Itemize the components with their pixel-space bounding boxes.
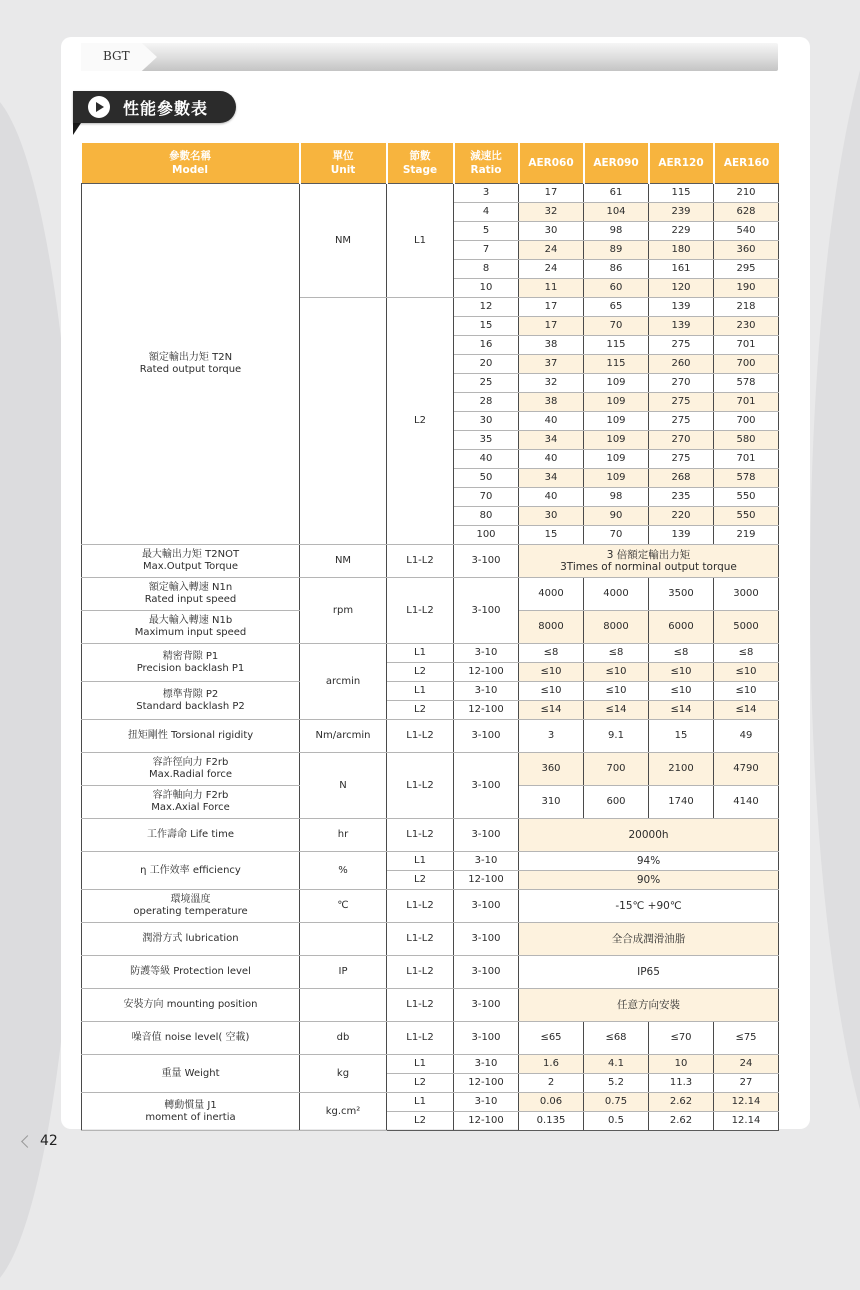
stage-cell: L1: [387, 1055, 454, 1074]
table-row: [82, 1022, 779, 1055]
param-weight: 重量 Weight: [82, 1055, 300, 1093]
unit-cell: IP: [300, 956, 387, 989]
ratio-cell: 3-10: [454, 1055, 519, 1074]
stage-cell: L1-L2: [387, 545, 454, 578]
merged-value-cell: 任意方向安裝: [519, 989, 779, 1022]
value-cell: ≤14: [649, 701, 714, 720]
stage-cell: L2: [387, 1112, 454, 1131]
value-cell: 190: [714, 279, 779, 298]
stage-cell: L1-L2: [387, 578, 454, 644]
value-cell: 38: [519, 336, 584, 355]
table-row: [82, 890, 779, 923]
value-cell: 275: [649, 412, 714, 431]
value-cell: 24: [714, 1055, 779, 1074]
page-number: 42: [40, 1133, 58, 1149]
param-axial-force: 容許軸向力 F2rb Max.Axial Force: [82, 786, 300, 819]
value-cell: 2.62: [649, 1093, 714, 1112]
table-row: [82, 545, 779, 578]
ratio-cell: 8: [454, 260, 519, 279]
param-lubrication: 潤滑方式 lubrication: [82, 923, 300, 956]
value-cell: 220: [649, 507, 714, 526]
value-cell: 2.62: [649, 1112, 714, 1131]
value-cell: 27: [714, 1074, 779, 1093]
ratio-cell: 3-10: [454, 852, 519, 871]
ratio-cell: 70: [454, 488, 519, 507]
ratio-cell: 3-100: [454, 819, 519, 852]
unit-cell: kg.cm²: [300, 1093, 387, 1131]
value-cell: 70: [584, 317, 649, 336]
value-cell: 701: [714, 393, 779, 412]
value-cell: 38: [519, 393, 584, 412]
param-efficiency: η 工作效率 efficiency: [82, 852, 300, 890]
ratio-cell: 35: [454, 431, 519, 450]
value-cell: 540: [714, 222, 779, 241]
value-cell: 15: [649, 720, 714, 753]
value-cell: 65: [584, 298, 649, 317]
value-cell: 109: [584, 412, 649, 431]
header-model-aer160: AER160: [714, 143, 779, 184]
value-cell: ≤14: [519, 701, 584, 720]
value-cell: 0.135: [519, 1112, 584, 1131]
unit-cell: [300, 923, 387, 956]
value-cell: 260: [649, 355, 714, 374]
catalog-page: [61, 37, 810, 1129]
value-cell: ≤65: [519, 1022, 584, 1055]
value-cell: 360: [519, 753, 584, 786]
table-row: [82, 644, 779, 663]
value-cell: 268: [649, 469, 714, 488]
ratio-cell: 12-100: [454, 871, 519, 890]
ratio-cell: 80: [454, 507, 519, 526]
ratio-cell: 3-100: [454, 578, 519, 644]
stage-cell: L1-L2: [387, 890, 454, 923]
value-cell: ≤10: [519, 663, 584, 682]
ratio-cell: 4: [454, 203, 519, 222]
value-cell: 12.14: [714, 1093, 779, 1112]
value-cell: ≤75: [714, 1022, 779, 1055]
ratio-cell: 5: [454, 222, 519, 241]
stage-cell: L1-L2: [387, 753, 454, 819]
value-cell: ≤8: [519, 644, 584, 663]
value-cell: 115: [584, 336, 649, 355]
value-cell: 229: [649, 222, 714, 241]
param-radial-force: 容許徑向力 F2rb Max.Radial force: [82, 753, 300, 786]
value-cell: 5.2: [584, 1074, 649, 1093]
value-cell: 32: [519, 374, 584, 393]
ratio-cell: 3-100: [454, 1022, 519, 1055]
value-cell: 270: [649, 374, 714, 393]
stage-cell: L1: [387, 184, 454, 298]
value-cell: 3: [519, 720, 584, 753]
value-cell: 550: [714, 507, 779, 526]
value-cell: 161: [649, 260, 714, 279]
value-cell: 700: [714, 412, 779, 431]
ratio-cell: 3: [454, 184, 519, 203]
stage-cell: L1-L2: [387, 1022, 454, 1055]
table-row: [82, 682, 779, 701]
value-cell: ≤68: [584, 1022, 649, 1055]
ratio-cell: 12-100: [454, 1074, 519, 1093]
value-cell: 139: [649, 298, 714, 317]
param-operating-temperature: 環境溫度 operating temperature: [82, 890, 300, 923]
value-cell: 1.6: [519, 1055, 584, 1074]
value-cell: ≤14: [584, 701, 649, 720]
table-header-row: [82, 143, 779, 184]
value-cell: 700: [584, 753, 649, 786]
ratio-cell: 12-100: [454, 663, 519, 682]
value-cell: 49: [714, 720, 779, 753]
value-cell: 2100: [649, 753, 714, 786]
param-noise-level: 噪音值 noise level( 空載): [82, 1022, 300, 1055]
value-cell: ≤8: [714, 644, 779, 663]
unit-cell: NM: [300, 545, 387, 578]
stage-cell: L1-L2: [387, 956, 454, 989]
value-cell: 0.06: [519, 1093, 584, 1112]
table-row: [82, 819, 779, 852]
merged-value-cell: 3 倍額定輸出力矩 3Times of norminal output torque: [519, 545, 779, 578]
table-row: [82, 852, 779, 871]
ratio-cell: 3-10: [454, 682, 519, 701]
param-torsional-rigidity: 扭矩剛性 Torsional rigidity: [82, 720, 300, 753]
value-cell: 98: [584, 222, 649, 241]
value-cell: 4000: [519, 578, 584, 611]
value-cell: 104: [584, 203, 649, 222]
merged-value-cell: 20000h: [519, 819, 779, 852]
ratio-cell: 50: [454, 469, 519, 488]
value-cell: 70: [584, 526, 649, 545]
value-cell: 310: [519, 786, 584, 819]
value-cell: 40: [519, 412, 584, 431]
value-cell: 0.5: [584, 1112, 649, 1131]
value-cell: ≤10: [649, 682, 714, 701]
merged-value-cell: -15℃ +90℃: [519, 890, 779, 923]
value-cell: 275: [649, 393, 714, 412]
value-cell: 115: [649, 184, 714, 203]
value-cell: 30: [519, 507, 584, 526]
value-cell: 10: [649, 1055, 714, 1074]
header-bar: [81, 43, 778, 71]
value-cell: 98: [584, 488, 649, 507]
value-cell: ≤10: [649, 663, 714, 682]
merged-value-cell: 90%: [519, 871, 779, 890]
value-cell: 11.3: [649, 1074, 714, 1093]
unit-cell-empty: [300, 298, 387, 545]
value-cell: 17: [519, 298, 584, 317]
value-cell: 360: [714, 241, 779, 260]
unit-cell: [300, 989, 387, 1022]
value-cell: 12.14: [714, 1112, 779, 1131]
param-rated-output-torque: 額定輸出力矩 T2N Rated output torque: [82, 184, 300, 545]
value-cell: ≤70: [649, 1022, 714, 1055]
header-label: BGT: [103, 49, 130, 63]
value-cell: 4140: [714, 786, 779, 819]
param-backlash-p1: 精密背隙 P1 Precision backlash P1: [82, 644, 300, 682]
value-cell: 600: [584, 786, 649, 819]
stage-cell: L1-L2: [387, 923, 454, 956]
table-row: [82, 1055, 779, 1074]
value-cell: 3500: [649, 578, 714, 611]
value-cell: 109: [584, 393, 649, 412]
value-cell: 11: [519, 279, 584, 298]
value-cell: 275: [649, 450, 714, 469]
unit-cell: db: [300, 1022, 387, 1055]
param-protection-level: 防護等級 Protection level: [82, 956, 300, 989]
ratio-cell: 12: [454, 298, 519, 317]
value-cell: 15: [519, 526, 584, 545]
stage-cell: L1: [387, 852, 454, 871]
value-cell: 180: [649, 241, 714, 260]
value-cell: 578: [714, 469, 779, 488]
value-cell: 275: [649, 336, 714, 355]
value-cell: 4.1: [584, 1055, 649, 1074]
value-cell: 17: [519, 184, 584, 203]
value-cell: 115: [584, 355, 649, 374]
ratio-cell: 3-100: [454, 753, 519, 819]
value-cell: 139: [649, 317, 714, 336]
unit-cell: N: [300, 753, 387, 819]
value-cell: 700: [714, 355, 779, 374]
stage-cell: L1-L2: [387, 989, 454, 1022]
value-cell: 30: [519, 222, 584, 241]
param-life-time: 工作壽命 Life time: [82, 819, 300, 852]
value-cell: 109: [584, 469, 649, 488]
value-cell: ≤10: [584, 663, 649, 682]
value-cell: 86: [584, 260, 649, 279]
stage-cell: L1: [387, 1093, 454, 1112]
value-cell: ≤8: [584, 644, 649, 663]
value-cell: 3000: [714, 578, 779, 611]
value-cell: 2: [519, 1074, 584, 1093]
spec-table-body: [82, 184, 779, 1131]
stage-cell: L1-L2: [387, 819, 454, 852]
value-cell: 109: [584, 431, 649, 450]
unit-cell: Nm/arcmin: [300, 720, 387, 753]
value-cell: 580: [714, 431, 779, 450]
value-cell: 40: [519, 488, 584, 507]
value-cell: 24: [519, 260, 584, 279]
value-cell: 239: [649, 203, 714, 222]
param-max-input-speed: 最大輸入轉速 N1b Maximum input speed: [82, 611, 300, 644]
ratio-cell: 25: [454, 374, 519, 393]
value-cell: 1740: [649, 786, 714, 819]
value-cell: 17: [519, 317, 584, 336]
value-cell: 578: [714, 374, 779, 393]
table-row: [82, 989, 779, 1022]
ratio-cell: 3-10: [454, 644, 519, 663]
header-stage: 節數 Stage: [387, 143, 454, 184]
stage-cell: L2: [387, 663, 454, 682]
value-cell: 90: [584, 507, 649, 526]
ratio-cell: 16: [454, 336, 519, 355]
play-icon: [88, 96, 110, 118]
ratio-cell: 3-100: [454, 720, 519, 753]
stage-cell: L2: [387, 701, 454, 720]
value-cell: 701: [714, 336, 779, 355]
value-cell: 89: [584, 241, 649, 260]
stage-cell: L1-L2: [387, 720, 454, 753]
section-heading: [73, 91, 236, 123]
ratio-cell: 28: [454, 393, 519, 412]
header-model-aer120: AER120: [649, 143, 714, 184]
value-cell: 5000: [714, 611, 779, 644]
value-cell: 8000: [519, 611, 584, 644]
value-cell: ≤14: [714, 701, 779, 720]
ratio-cell: 100: [454, 526, 519, 545]
ratio-cell: 3-10: [454, 1093, 519, 1112]
spec-table: [81, 143, 779, 1131]
value-cell: 0.75: [584, 1093, 649, 1112]
value-cell: 109: [584, 374, 649, 393]
table-row: [82, 578, 779, 611]
ratio-cell: 10: [454, 279, 519, 298]
ratio-cell: 12-100: [454, 701, 519, 720]
value-cell: 210: [714, 184, 779, 203]
table-row: [82, 923, 779, 956]
value-cell: 24: [519, 241, 584, 260]
value-cell: ≤10: [584, 682, 649, 701]
value-cell: 4790: [714, 753, 779, 786]
ratio-cell: 3-100: [454, 545, 519, 578]
ratio-cell: 20: [454, 355, 519, 374]
ratio-cell: 40: [454, 450, 519, 469]
value-cell: 139: [649, 526, 714, 545]
param-backlash-p2: 標準背隙 P2 Standard backlash P2: [82, 682, 300, 720]
value-cell: 8000: [584, 611, 649, 644]
merged-value-cell: 94%: [519, 852, 779, 871]
section-pill-tail: [73, 123, 81, 135]
ratio-cell: 3-100: [454, 989, 519, 1022]
stage-cell: L2: [387, 871, 454, 890]
ratio-cell: 30: [454, 412, 519, 431]
unit-cell: kg: [300, 1055, 387, 1093]
merged-value-cell: 全合成潤滑油脂: [519, 923, 779, 956]
ratio-cell: 12-100: [454, 1112, 519, 1131]
unit-cell: rpm: [300, 578, 387, 644]
value-cell: 230: [714, 317, 779, 336]
value-cell: 37: [519, 355, 584, 374]
unit-cell: NM: [300, 184, 387, 298]
merged-value-cell: IP65: [519, 956, 779, 989]
ratio-cell: 3-100: [454, 923, 519, 956]
value-cell: 34: [519, 431, 584, 450]
value-cell: 628: [714, 203, 779, 222]
param-max-output-torque: 最大輸出力矩 T2NOT Max.Output Torque: [82, 545, 300, 578]
value-cell: 701: [714, 450, 779, 469]
unit-cell: %: [300, 852, 387, 890]
background-curve-right: [810, 0, 860, 1220]
param-mounting-position: 安裝方向 mounting position: [82, 989, 300, 1022]
value-cell: 218: [714, 298, 779, 317]
value-cell: 109: [584, 450, 649, 469]
value-cell: 295: [714, 260, 779, 279]
header-unit: 單位 Unit: [300, 143, 387, 184]
header-ratio: 減速比 Ratio: [454, 143, 519, 184]
ratio-cell: 3-100: [454, 890, 519, 923]
table-row: [82, 720, 779, 753]
value-cell: ≤10: [714, 682, 779, 701]
value-cell: ≤10: [714, 663, 779, 682]
stage-cell: L1: [387, 682, 454, 701]
table-row: [82, 753, 779, 786]
table-row: [82, 184, 779, 203]
header-model-aer060: AER060: [519, 143, 584, 184]
value-cell: 4000: [584, 578, 649, 611]
section-title: 性能參數表: [123, 99, 209, 118]
value-cell: 60: [584, 279, 649, 298]
value-cell: 61: [584, 184, 649, 203]
value-cell: 219: [714, 526, 779, 545]
unit-cell: ℃: [300, 890, 387, 923]
stage-cell: L1: [387, 644, 454, 663]
value-cell: ≤8: [649, 644, 714, 663]
value-cell: 40: [519, 450, 584, 469]
value-cell: 270: [649, 431, 714, 450]
value-cell: 32: [519, 203, 584, 222]
table-row: [82, 956, 779, 989]
unit-cell: arcmin: [300, 644, 387, 720]
stage-cell: L2: [387, 298, 454, 545]
stage-cell: L2: [387, 1074, 454, 1093]
value-cell: 235: [649, 488, 714, 507]
ratio-cell: 15: [454, 317, 519, 336]
table-row: [82, 1093, 779, 1112]
value-cell: 34: [519, 469, 584, 488]
value-cell: 6000: [649, 611, 714, 644]
header-param: 參數名稱 Model: [82, 143, 300, 184]
param-moment-of-inertia: 轉動慣量 J1 moment of inertia: [82, 1093, 300, 1131]
param-rated-input-speed: 額定輸入轉速 N1n Rated input speed: [82, 578, 300, 611]
ratio-cell: 7: [454, 241, 519, 260]
value-cell: 550: [714, 488, 779, 507]
header-model-aer090: AER090: [584, 143, 649, 184]
ratio-cell: 3-100: [454, 956, 519, 989]
value-cell: 120: [649, 279, 714, 298]
unit-cell: hr: [300, 819, 387, 852]
value-cell: ≤10: [519, 682, 584, 701]
value-cell: 9.1: [584, 720, 649, 753]
